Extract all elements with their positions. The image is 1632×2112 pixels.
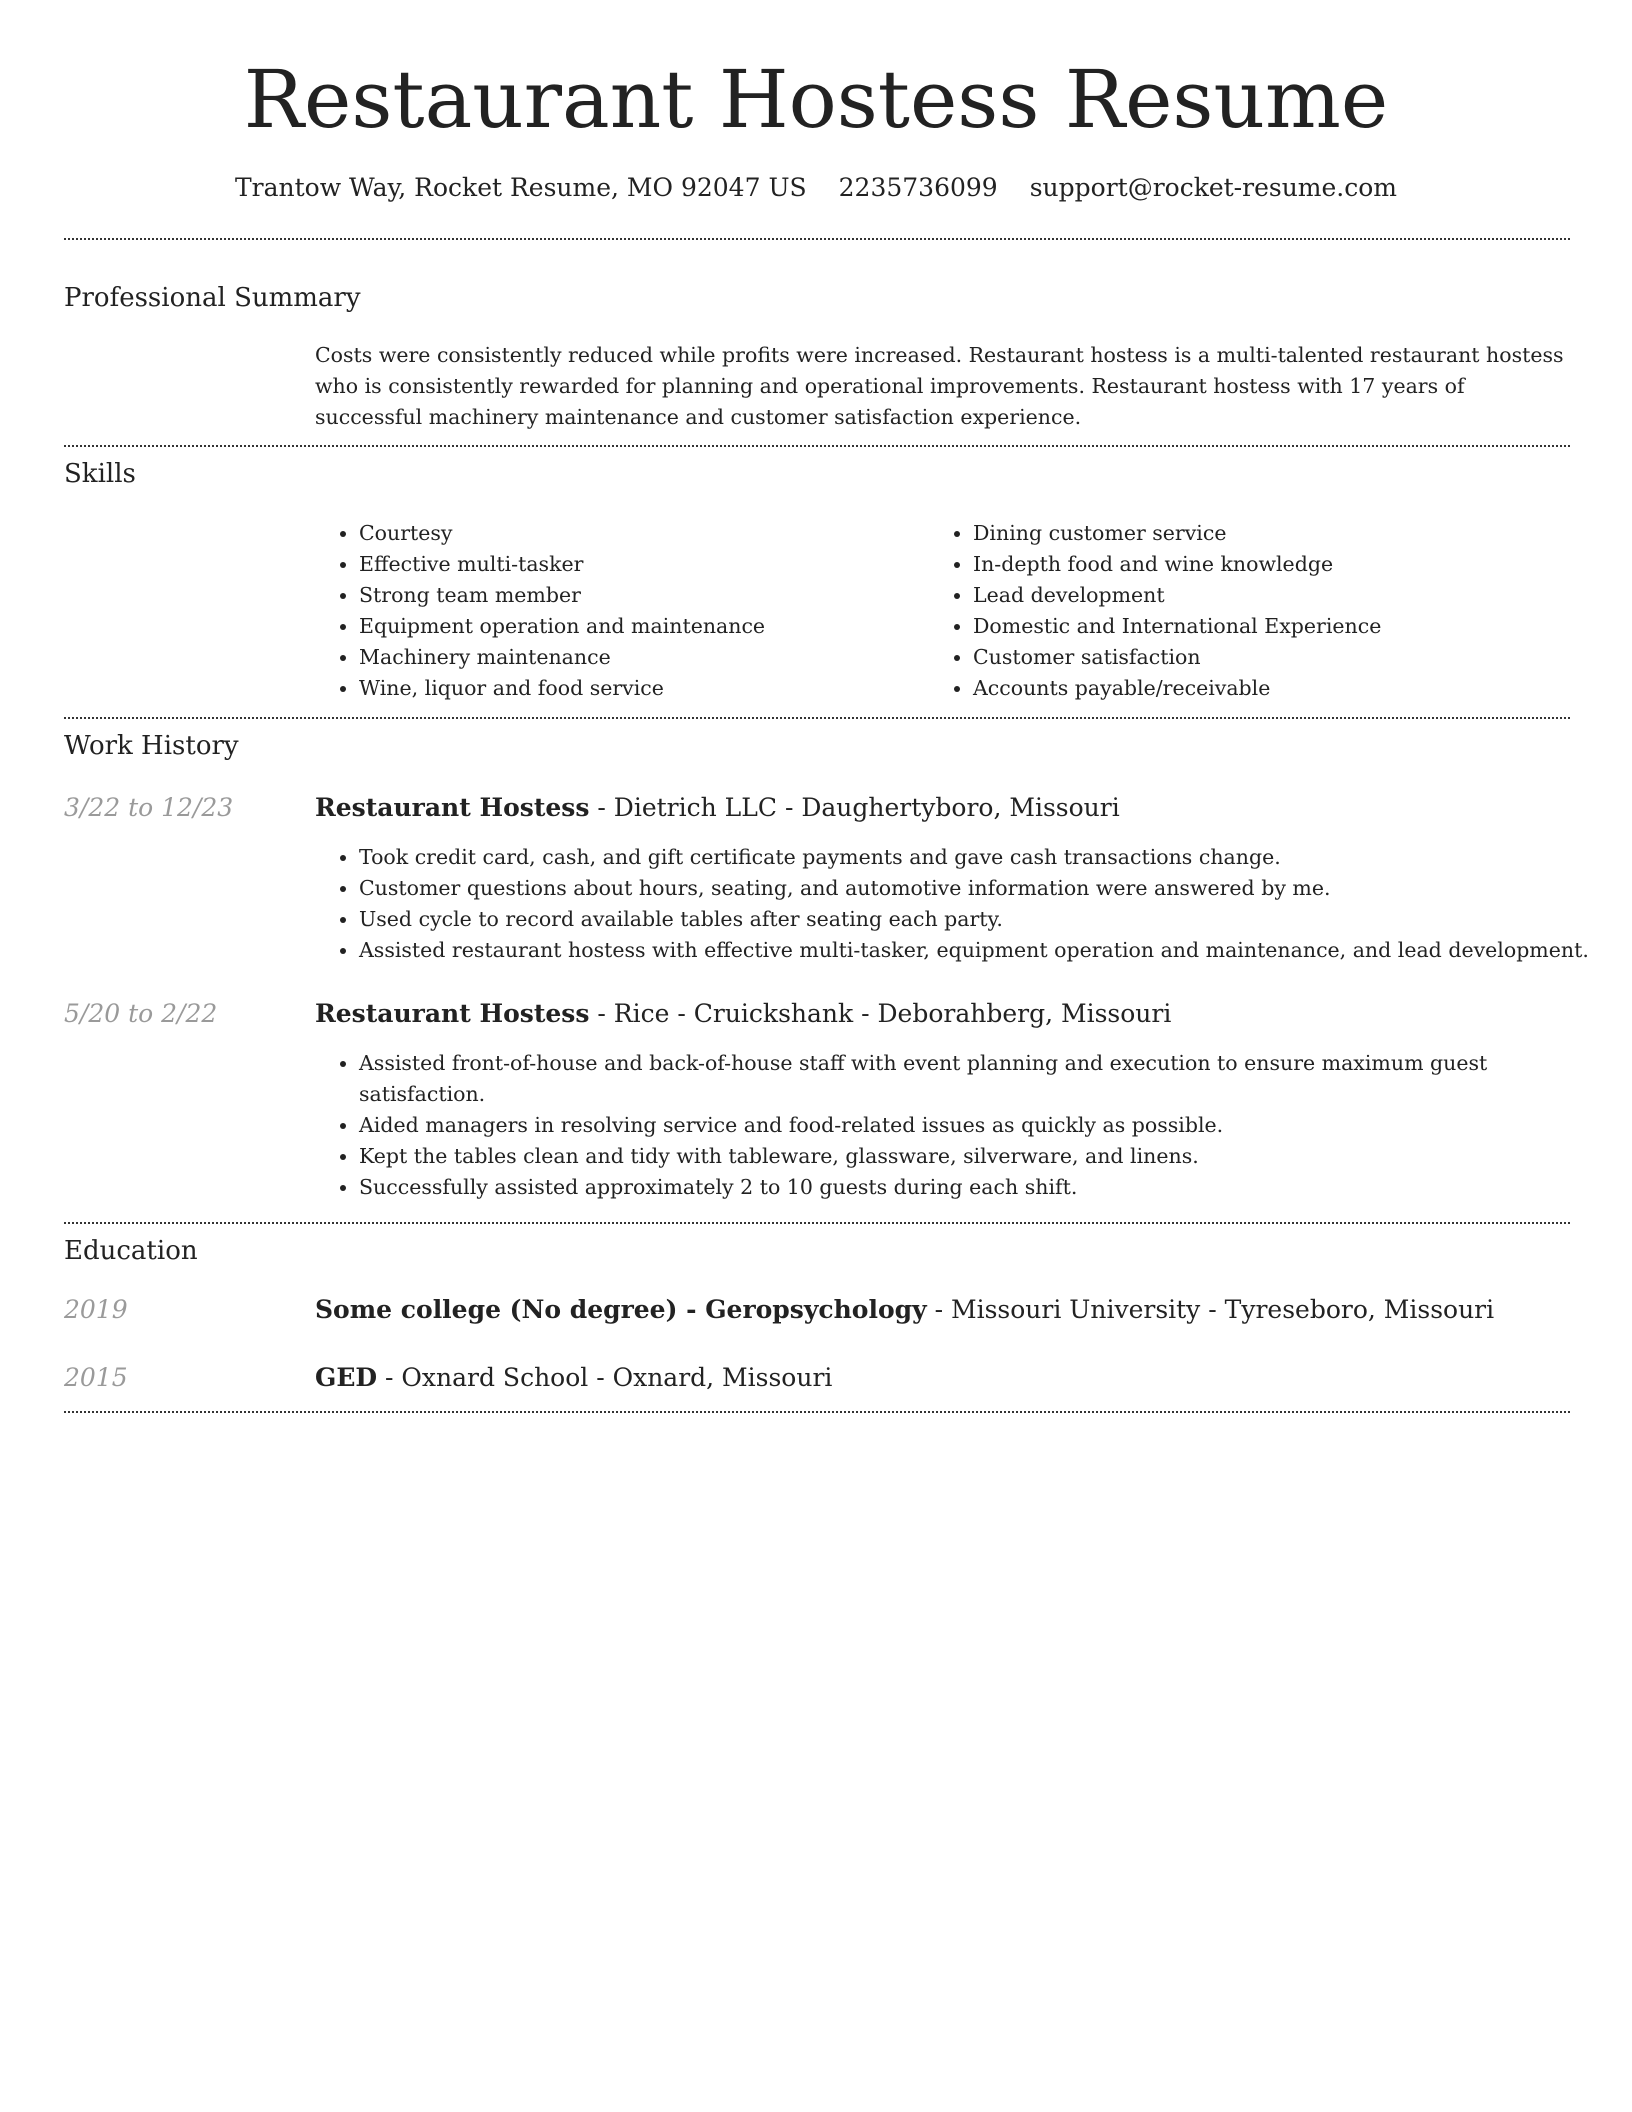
job-title: Restaurant Hostess — [315, 999, 590, 1028]
skill-item: • Machinery maintenance — [359, 642, 765, 673]
job-bullet: • Kept the tables clean and tidy with tableware, glassware, silverware, and linens. — [359, 1141, 1614, 1172]
education-heading — [315, 1292, 1494, 1328]
contact-line — [0, 170, 1632, 206]
education-details: - Oxnard School - Oxnard, Missouri — [377, 1363, 833, 1392]
job-bullets — [315, 842, 1614, 966]
section-heading-education: Education — [64, 1236, 198, 1266]
job-title: Restaurant Hostess — [315, 793, 590, 822]
education-degree: Some college (No degree) - Geropsychology — [315, 1295, 927, 1324]
section-heading-work: Work History — [64, 731, 239, 761]
job-bullet: • Used cycle to record available tables after seating each party. — [359, 904, 1614, 935]
resume-title: Restaurant Hostess Resume — [243, 53, 1389, 146]
divider — [64, 445, 1570, 447]
job-dates: 3/22 to 12/23 — [64, 793, 234, 822]
divider — [64, 1222, 1570, 1224]
job-details: - Rice - Cruickshank - Deborahberg, Missouri — [589, 999, 1172, 1028]
divider — [64, 717, 1570, 719]
skill-item: • Strong team member — [359, 580, 765, 611]
job-bullet: • Took credit card, cash, and gift certificate payments and gave cash transactions change. — [359, 842, 1614, 873]
job-details: - Dietrich LLC - Daughertyboro, Missouri — [589, 793, 1120, 822]
skill-item: • Effective multi-tasker — [359, 549, 765, 580]
skill-item: • Lead development — [973, 580, 1381, 611]
skill-item: • Dining customer service — [973, 518, 1381, 549]
contact-email: support@rocket-resume.com — [1029, 173, 1398, 202]
skill-item: • Accounts payable/receivable — [973, 673, 1381, 704]
skill-item: • Equipment operation and maintenance — [359, 611, 765, 642]
education-heading — [315, 1360, 832, 1396]
skills-list-left — [315, 518, 765, 704]
skill-item: • Courtesy — [359, 518, 765, 549]
education-year: 2015 — [64, 1363, 128, 1392]
skill-item: • Customer satisfaction — [973, 642, 1381, 673]
contact-phone: 2235736099 — [838, 173, 998, 202]
summary-text: Costs were consistently reduced while profits were increased. Restaurant hostess is a multi-talented restaurant hostess who is consistently rewarded for planning and operational improvements. Restaurant hostess with 17 years of successful machinery maintenance and customer satisfaction experience. — [315, 343, 1564, 429]
job-bullet: • Customer questions about hours, seating, and automotive information were answered by me. — [359, 873, 1614, 904]
divider — [64, 1411, 1570, 1413]
contact-address: Trantow Way, Rocket Resume, MO 92047 US — [234, 173, 807, 202]
divider — [64, 238, 1570, 240]
job-heading — [315, 790, 1120, 826]
skill-item: • In-depth food and wine knowledge — [973, 549, 1381, 580]
job-bullet: • Assisted front-of-house and back-of-house staff with event planning and execution to ensure maximum guest satisfaction. — [359, 1048, 1614, 1110]
job-bullet: • Successfully assisted approximately 2 to 10 guests during each shift. — [359, 1172, 1614, 1203]
job-bullet: • Aided managers in resolving service and food-related issues as quickly as possible. — [359, 1110, 1614, 1141]
education-details: - Missouri University - Tyreseboro, Missouri — [926, 1295, 1495, 1324]
section-heading-summary: Professional Summary — [64, 283, 361, 313]
skill-item: • Domestic and International Experience — [973, 611, 1381, 642]
skill-item: • Wine, liquor and food service — [359, 673, 765, 704]
job-dates: 5/20 to 2/22 — [64, 999, 218, 1028]
education-degree: GED — [315, 1363, 378, 1392]
job-bullet: • Assisted restaurant hostess with effective multi-tasker, equipment operation and maintenance, and lead development. — [359, 935, 1614, 966]
education-year: 2019 — [64, 1295, 128, 1324]
section-heading-skills: Skills — [64, 459, 136, 489]
job-heading — [315, 996, 1171, 1032]
skills-list-right — [929, 518, 1381, 704]
job-bullets — [315, 1048, 1614, 1203]
